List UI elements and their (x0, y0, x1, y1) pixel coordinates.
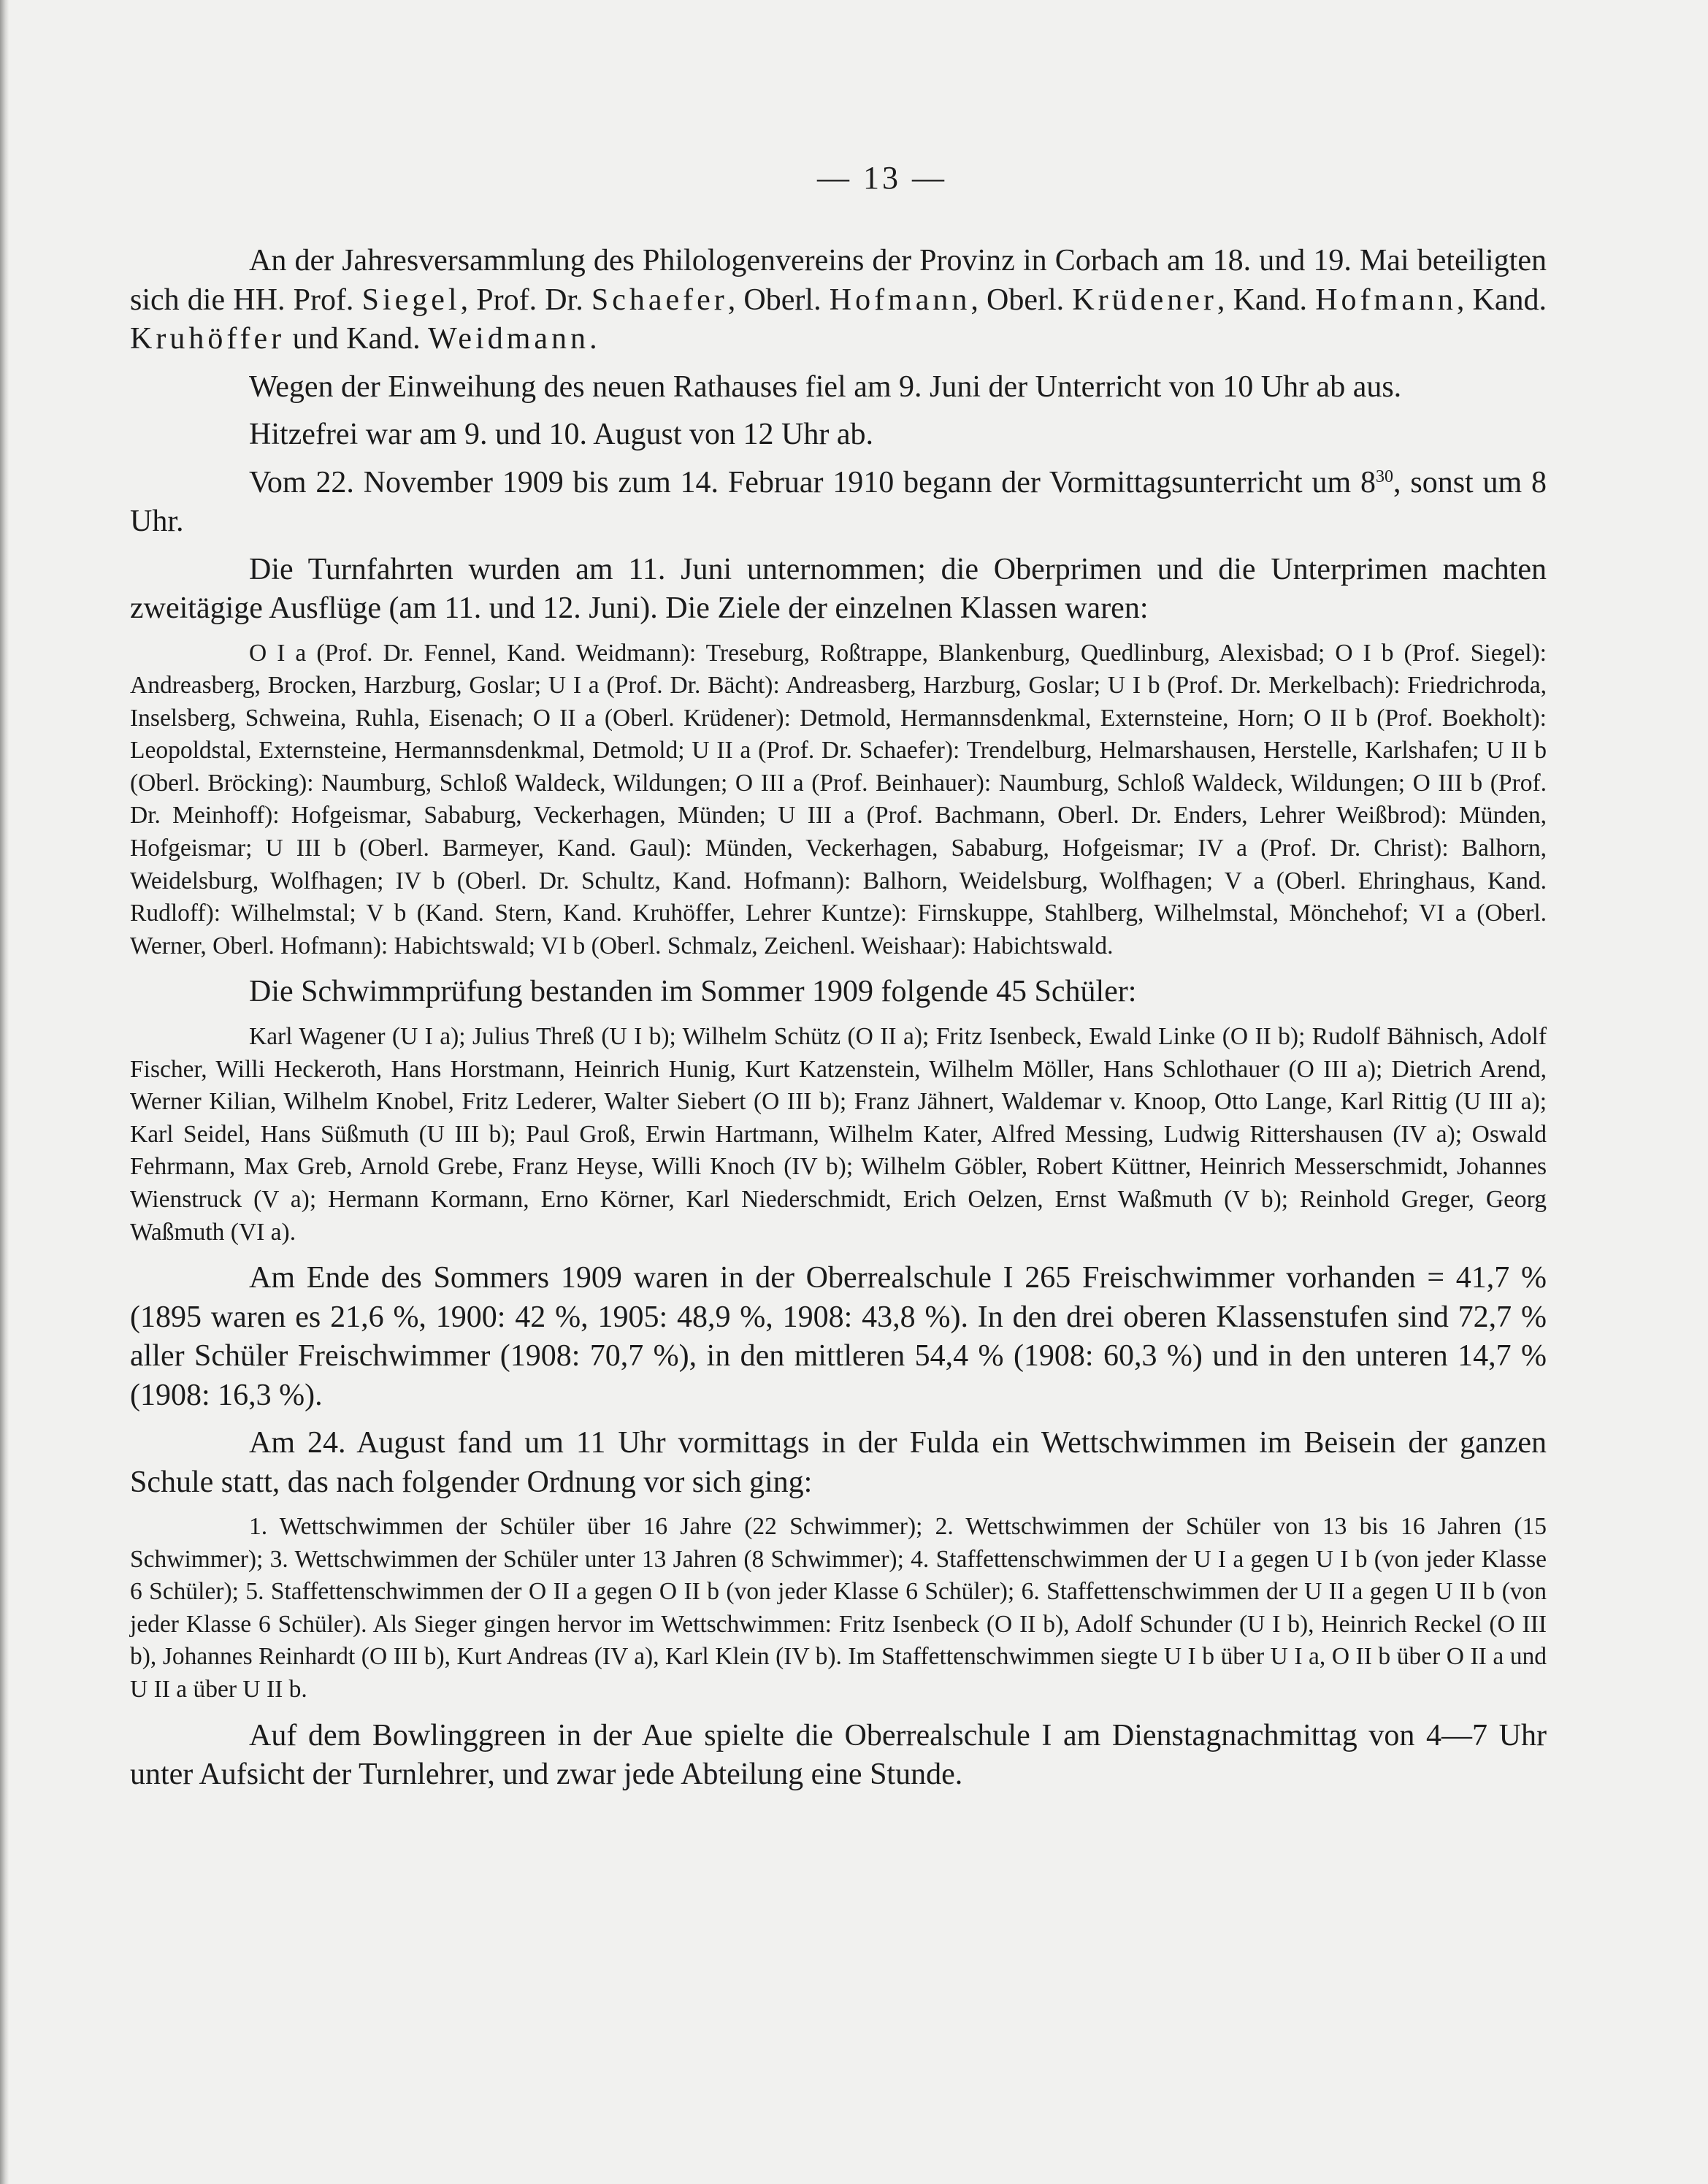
name-spaced: Schaefer (591, 283, 728, 317)
paragraph-wettschwimmen-ordnung: 1. Wettschwimmen der Schüler über 16 Jahre (22 Schwimmer); 2. Wettschwimmen der Schüler von 13 bis 16 Jahren (15 Schwimmer); 3. Wettschwimmen der Schüler unter 13 Jahren (8 Schwimmer); 4. Staffettenschwimmen der U I a gegen U I b (von jeder Klasse 6 Schüler); 5. Staffettenschwimmen der O II a gegen O II b (von jeder Klasse 6 Schüler); 6. Staffettenschwimmen der U II a gegen U II b (von jeder Klasse 6 Schüler). Als Sieger gingen hervor im Wettschwimmen: Fritz Isenbeck (O II b), Adolf Schunder (U I b), Heinrich Reckel (O III b), Johannes Reinhardt (O III b), Kurt Andreas (IV a), Karl Klein (IV b). Im Staffettenschwimmen siegte U I b über U I a, O II b über O II a und U II a über U II b. (130, 1513, 1547, 1704)
name-spaced: Hofmann (1315, 283, 1457, 317)
paragraph-philologenverein: An der Jahresversammlung des Philologenvereins der Provinz in Corbach am 18. und 19. Mai beteiligten sich die HH. Prof. Siegel, Prof. Dr. Schaefer, Oberl. Hofmann, Oberl. Krüdener, Kand. Hofmann, Kand. Kruhöffer und Kand. Weidmann. (130, 244, 1547, 356)
text-block (130, 159, 1547, 1804)
paragraph-turnfahrten: Die Turnfahrten wurden am 11. Juni unternommen; die Oberprimen und die Unterprimen machten zweitägige Ausflüge (am 11. und 12. Juni). Die Ziele der einzelnen Klassen waren: (130, 552, 1547, 625)
paragraph-schwimmer-liste: Karl Wagener (U I a); Julius Threß (U I b); Wilhelm Schütz (O II a); Fritz Isenbeck, Ewald Linke (O II b); Rudolf Bähnisch, Adolf Fischer, Willi Heckeroth, Hans Horstmann, Heinrich Hunig, Kurt Katzenstein, Wilhelm Möller, Hans Schlothauer (O III a); Dietrich Arend, Werner Kilian, Wilhelm Knobel, Fritz Lederer, Walter Siebert (O III b); Franz Jähnert, Waldemar v. Knoop, Otto Lange, Karl Rittig (U III a); Karl Seidel, Hans Süßmuth (U III b); Paul Groß, Erwin Hartmann, Wilhelm Kater, Alfred Messing, Ludwig Rittershausen (IV a); Oswald Fehrmann, Max Greb, Arnold Grebe, Franz Heyse, Willi Knoch (IV b); Wilhelm Göbler, Robert Küttner, Heinrich Messerschmidt, Johannes Wienstruck (V a); Hermann Kormann, Erno Körner, Karl Niederschmidt, Erich Oelzen, Ernst Waßmuth (V b); Reinhold Greger, Georg Waßmuth (VI a). (130, 1022, 1547, 1246)
name-spaced: Hofmann (829, 283, 971, 317)
paragraph-vormittagsunterricht: Vom 22. November 1909 bis zum 14. Februar 1910 begann der Vormittagsunterricht um $8^{30}$, sonst um 8 Uhr. (130, 465, 1547, 538)
paragraph-bowlinggreen: Auf dem Bowlinggreen in der Aue spielte die Oberrealschule I am Dienstagnachmittag von 4—7 Uhr unter Aufsicht der Turnlehrer, und zwar jede Abteilung eine Stunde. (130, 1718, 1547, 1792)
name-spaced: Weidmann (428, 322, 590, 356)
page-number: — 13 — (817, 160, 947, 196)
paragraph-rathaus: Wegen der Einweihung des neuen Rathauses fiel am 9. Juni der Unterricht von 10 Uhr ab aus. (249, 369, 1402, 404)
paragraph-hitzefrei: Hitzefrei war am 9. und 10. August von 12 Uhr ab. (249, 418, 873, 451)
binding-edge (0, 0, 9, 2184)
name-spaced: Krüdener (1072, 283, 1217, 317)
name-spaced: Kruhöffer (130, 322, 286, 356)
name-spaced: Siegel (361, 283, 461, 317)
paragraph-freischwimmer: Am Ende des Sommers 1909 waren in der Oberrealschule I 265 Freischwimmer vorhanden = 41,7 % (1895 waren es 21,6 %, 1900: 42 %, 1905: 48,9 %, 1908: 43,8 %). In den drei oberen Klassenstufen sind 72,7 % aller Schüler Freischwimmer (1908: 70,7 %), in den mittleren 54,4 % (1908: 60,3 %) und in den unteren 14,7 % (1908: 16,3 %). (130, 1261, 1547, 1412)
paragraph-turnfahrten-ziele: O I a (Prof. Dr. Fennel, Kand. Weidmann): Treseburg, Roßtrappe, Blankenburg, Quedlinburg, Alexisbad; O I b (Prof. Siegel): Andreasberg, Brocken, Harzburg, Goslar; U I a (Prof. Dr. Bächt): Andreasberg, Harzburg, Goslar; U I b (Prof. Dr. Merkelbach): Friedrichroda, Inselsberg, Schweina, Ruhla, Eisenach; O II a (Oberl. Krüdener): Detmold, Hermannsdenkmal, Externsteine, Horn; O II b (Prof. Boekholt): Leopoldstal, Externsteine, Hermannsdenkmal, Detmold; U II a (Prof. Dr. Schaefer): Trendelburg, Helmarshausen, Herstelle, Karlshafen; U II b (Oberl. Bröcking): Naumburg, Schloß Waldeck, Wildungen; O III a (Prof. Beinhauer): Naumburg, Schloß Waldeck, Wildungen; O III b (Prof. Dr. Meinhoff): Hofgeismar, Sababurg, Veckerhagen, Münden; U III a (Prof. Bachmann, Oberl. Dr. Enders, Lehrer Weißbrod): Münden, Hofgeismar; U III b (Oberl. Barmeyer, Kand. Gaul): Münden, Veckerhagen, Sababurg, Hofgeismar; IV a (Prof. Dr. Christ): Balhorn, Weidelsburg, Wolfhagen; IV b (Oberl. Dr. Schultz, Kand. Hofmann): Balhorn, Weidelsburg, Wolfhagen; V a (Oberl. Ehringhaus, Kand. Rudloff): Wilhelmstal; V b (Kand. Stern, Kand. Kruhöffer, Lehrer Kuntze): Firnskuppe, Stahlberg, Wilhelmstal, Mönchehof; VI a (Oberl. Werner, Oberl. Hofmann): Habichtswald; VI b (Oberl. Schmalz, Zeichenl. Weishaar): Habichtswald. (130, 639, 1547, 959)
paragraph-schwimmpruefung: Die Schwimmprüfung bestanden im Sommer 1909 folgende 45 Schüler: (249, 975, 1137, 1009)
paragraph-wettschwimmen: Am 24. August fand um 11 Uhr vormittags in der Fulda ein Wettschwimmen im Beisein der ganzen Schule statt, das nach folgender Ordnung vor sich ging: (130, 1426, 1547, 1499)
